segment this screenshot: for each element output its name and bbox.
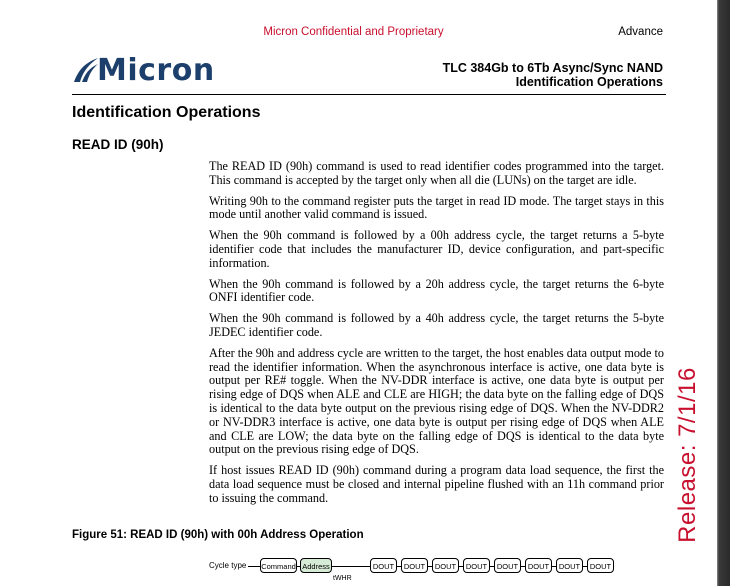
dout-cycle: DOUT bbox=[525, 558, 552, 573]
paragraph: When the 90h command is followed by a 00h address cycle, the target returns a 5-byte identifier code that includes the manufacturer ID, device configuration, and part-specific information. bbox=[209, 228, 664, 270]
micron-swoosh-icon bbox=[72, 55, 100, 85]
paragraph: The READ ID (90h) command is used to read identifier codes programmed into the target. This command is accepted by the target only when all die (LUNs) on the target are idle. bbox=[209, 159, 664, 187]
confidential-notice: Micron Confidential and Proprietary bbox=[263, 26, 444, 38]
section-subheading: READ ID (90h) bbox=[72, 137, 164, 152]
dout-cycle: DOUT bbox=[587, 558, 614, 573]
dout-cycle: DOUT bbox=[463, 558, 490, 573]
paragraph: If host issues READ ID (90h) command during a program data load sequence, the first the data load sequence must be closed and internal pipeline flushed with an 11h command prior to issuing the command. bbox=[209, 463, 664, 505]
command-cycle: Command bbox=[260, 558, 297, 573]
header-rule bbox=[72, 94, 666, 95]
paragraph: After the 90h and address cycle are written to the target, the host enables data output mode to read the identifier information. When the asynchronous interface is active, one data byte is output per RE# toggle. When the NV-DDR interface is active, one data byte is output per rising edge of DQS when ALE and CLE are HIGH; the data byte on the falling edge of DQS is identical to the data byte output on the previous rising edge of DQS. When the NV-DDR2 or NV-DDR3 interface is active, one data byte is output per rising edge of DQS when ALE and CLE are LOW; the data byte on the falling edge of DQS is identical to the data byte output on the previous rising edge of DQS. bbox=[209, 345, 664, 457]
micron-logo bbox=[72, 52, 215, 88]
paragraph: Writing 90h to the command register puts the target in read ID mode. The target stays in this mode until another valid command is issued. bbox=[209, 193, 664, 222]
logo-wordmark: Micron bbox=[97, 52, 215, 88]
dout-cycle: DOUT bbox=[432, 558, 459, 573]
timing-diagram bbox=[200, 555, 660, 586]
doc-title-line2: Identification Operations bbox=[515, 75, 663, 89]
doc-title-line1: TLC 384Gb to 6Tb Async/Sync NAND bbox=[442, 61, 663, 75]
status-label: Advance bbox=[618, 26, 663, 38]
paragraph: When the 90h command is followed by a 20h address cycle, the target returns the 6-byte ONFI identifier code. bbox=[209, 276, 664, 305]
bus-line bbox=[248, 566, 260, 567]
page-edge-shadow bbox=[717, 0, 730, 586]
document-title bbox=[443, 61, 663, 89]
paragraph: When the 90h command is followed by a 40h address cycle, the target returns the 5-byte JEDEC identifier code. bbox=[209, 311, 664, 339]
bus-line bbox=[332, 566, 370, 567]
address-cycle: Address bbox=[300, 558, 332, 573]
dout-cycle: DOUT bbox=[370, 558, 397, 573]
dout-cycle: DOUT bbox=[556, 558, 583, 573]
release-stamp: Release: 7/1/16 bbox=[674, 367, 701, 543]
cycle-type-label: Cycle type bbox=[209, 561, 247, 570]
body-text bbox=[209, 160, 664, 513]
dout-cycle: DOUT bbox=[401, 558, 428, 573]
dout-cycle: DOUT bbox=[494, 558, 521, 573]
figure-caption: Figure 51: READ ID (90h) with 00h Address Operation bbox=[72, 529, 364, 541]
twhr-label: tWHR bbox=[333, 575, 352, 582]
section-heading: Identification Operations bbox=[72, 104, 261, 121]
